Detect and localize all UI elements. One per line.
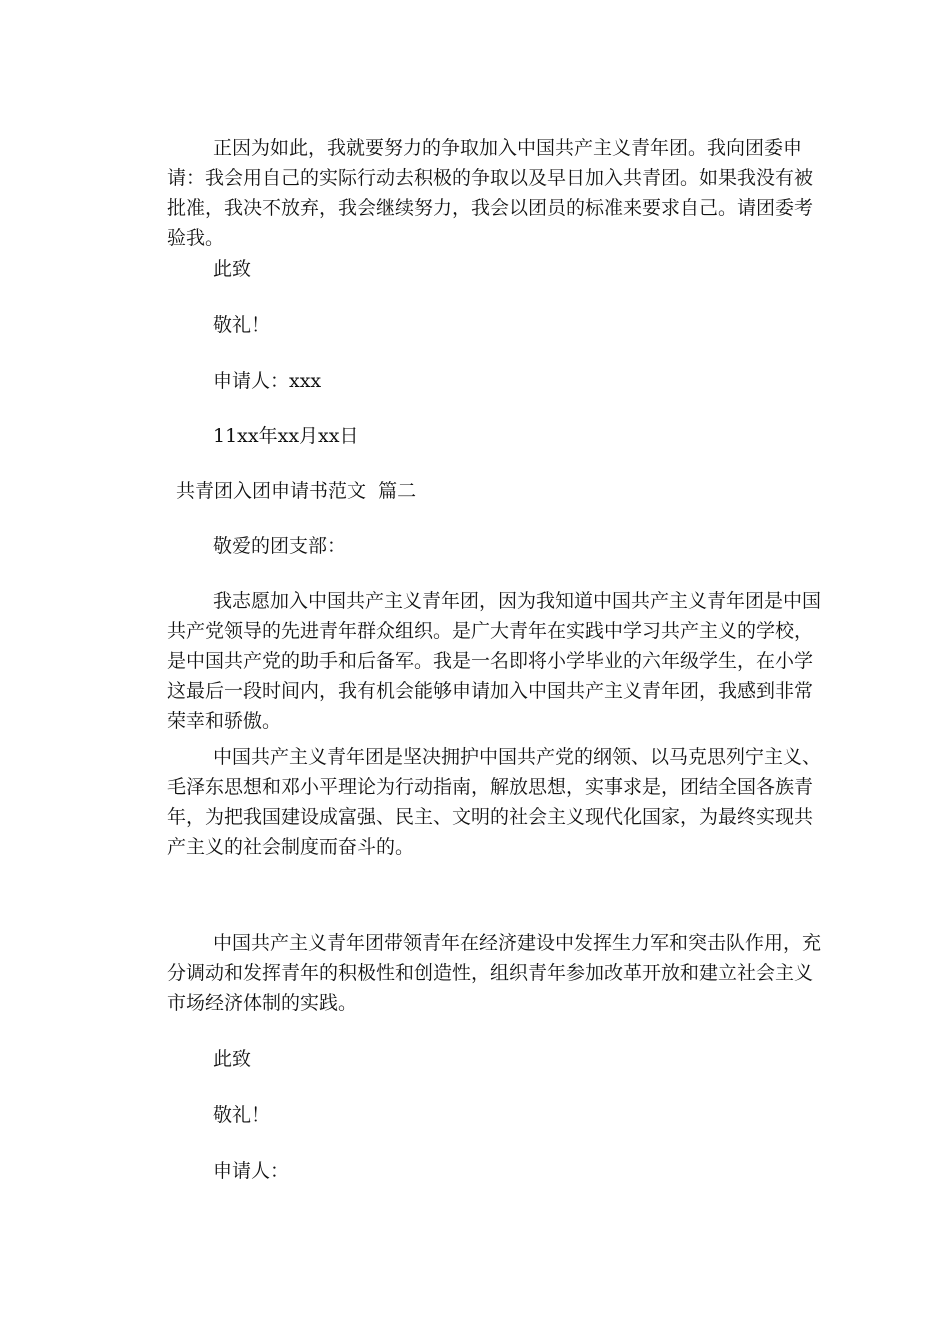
- paragraph-league-role: 中国共产主义青年团带领青年在经济建设中发挥生力军和突击队作用，充分调动和发挥青年的积极性和创造性，组织青年参加改革开放和建立社会主义市场经济体制的实践。: [167, 932, 822, 1014]
- salute-jingli: 敬礼！: [213, 314, 271, 336]
- application-date: 11xx年xx月xx日: [213, 425, 359, 447]
- closing-cizhi: 此致: [213, 258, 252, 280]
- closing-cizhi-2: 此致: [213, 1048, 252, 1070]
- applicant-signature-2: 申请人：: [213, 1160, 290, 1182]
- paragraph-league-mission: 中国共产主义青年团是坚决拥护中国共产党的纲领、以马克思列宁主义、毛泽东思想和邓小平理论为行动指南，解放思想，实事求是，团结全国各族青年，为把我国建设成富强、民主、文明的社会主义现代化国家，为最终实现共产主义的社会制度而奋斗的。: [167, 746, 822, 858]
- applicant-signature: 申请人：xxx: [213, 370, 322, 392]
- greeting: 敬爱的团支部：: [213, 535, 347, 557]
- paragraph-intent: 我志愿加入中国共产主义青年团，因为我知道中国共产主义青年团是中国共产党领导的先进青年群众组织。是广大青年在实践中学习共产主义的学校，是中国共产党的助手和后备军。我是一名即将小学毕业的六年级学生，在小学这最后一段时间内，我有机会能够申请加入中国共产主义青年团，我感到非常荣幸和骄傲。: [167, 590, 822, 732]
- salute-jingli-2: 敬礼！: [213, 1104, 271, 1126]
- section-title: 共青团入团申请书范文 篇二: [176, 480, 417, 502]
- paragraph-resolve: 正因为如此，我就要努力的争取加入中国共产主义青年团。我向团委申请：我会用自己的实际行动去积极的争取以及早日加入共青团。如果我没有被批准，我决不放弃，我会继续努力，我会以团员的标准来要求自己。请团委考验我。: [167, 137, 814, 249]
